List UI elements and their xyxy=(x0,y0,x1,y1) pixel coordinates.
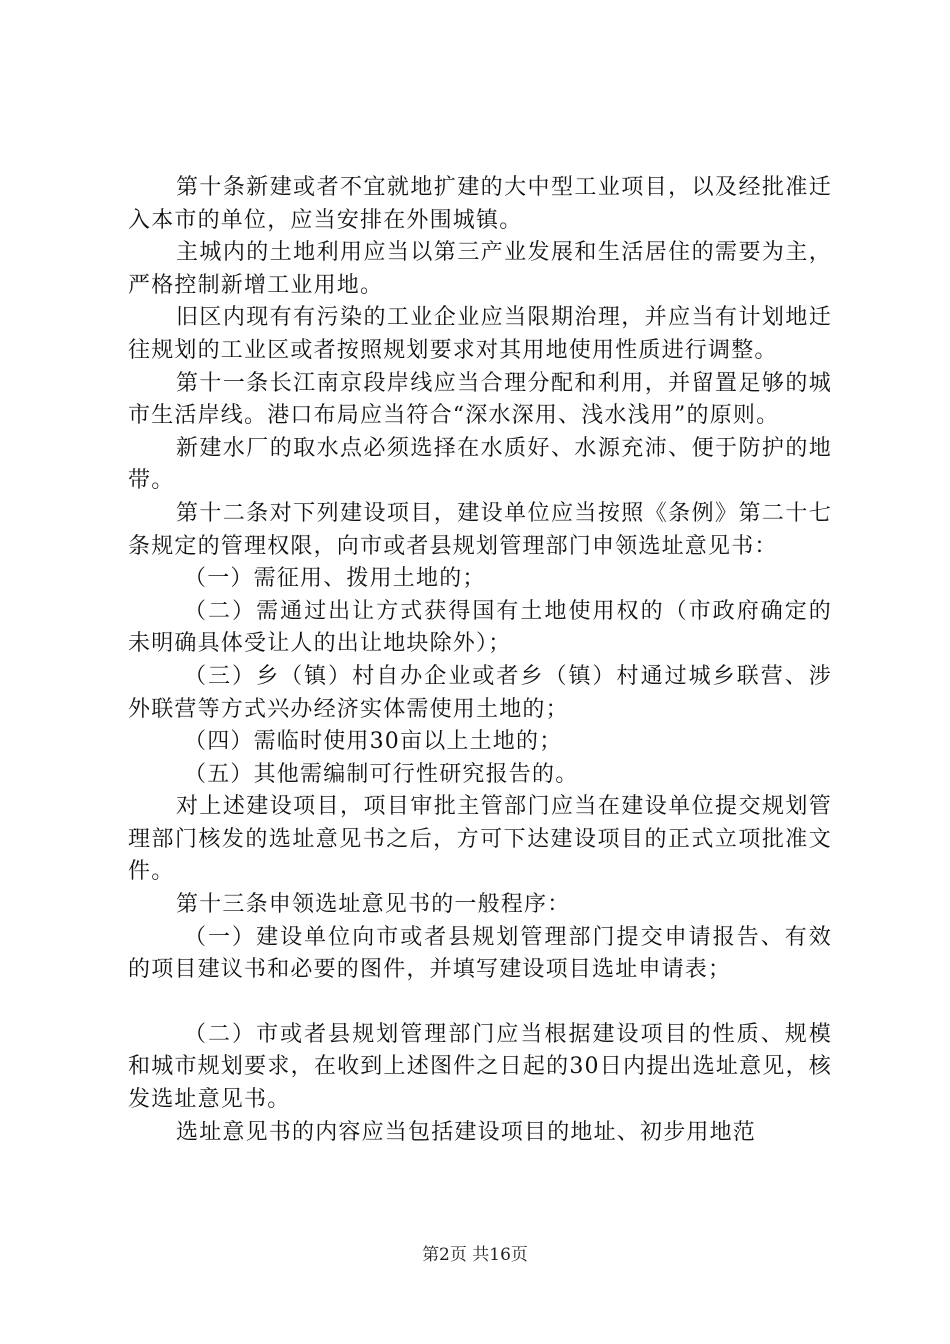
body-paragraph: （一）建设单位向市或者县规划管理部门提交申请报告、有效的项目建议书和必要的图件，并填写建设项目选址申请表； xyxy=(128,924,832,983)
body-paragraph: 主城内的土地利用应当以第三产业发展和生活居住的需要为主，严格控制新增工业用地。 xyxy=(128,240,832,298)
body-paragraph: （三）乡（镇）村自办企业或者乡（镇）村通过城乡联营、涉外联营等方式兴办经济实体需使用土地的； xyxy=(128,663,832,722)
page-number-footer: 第2页 共16页 xyxy=(422,1245,528,1265)
body-paragraph: 新建水厂的取水点必须选择在水质好、水源充沛、便于防护的地带。 xyxy=(128,435,832,494)
body-paragraph: （五）其他需编制可行性研究报告的。 xyxy=(184,761,579,787)
body-paragraph: 旧区内现有有污染的工业企业应当限期治理，并应当有计划地迁往规划的工业区或者按照规划要求对其用地使用性质进行调整。 xyxy=(128,305,832,363)
body-paragraph: （四）需临时使用30亩以上土地的； xyxy=(184,729,563,755)
body-paragraph: 第十二条对下列建设项目，建设单位应当按照《条例》第二十七条规定的管理权限，向市或者县规划管理部门申领选址意见书： xyxy=(128,500,832,559)
document-body xyxy=(128,172,832,1149)
body-paragraph: （一）需征用、拨用土地的； xyxy=(184,566,486,592)
body-paragraph: 第十三条申领选址意见书的一般程序： xyxy=(176,892,571,918)
body-paragraph: （二）市或者县规划管理部门应当根据建设项目的性质、规模和城市规划要求，在收到上述图件之日起的30日内提出选址意见，核发选址意见书。 xyxy=(128,1021,832,1113)
body-paragraph: （二）需通过出让方式获得国有土地使用权的（市政府确定的未明确具体受让人的出让地块除外）； xyxy=(128,598,832,657)
body-paragraph: 选址意见书的内容应当包括建设项目的地址、初步用地范 xyxy=(176,1119,757,1145)
body-paragraph: 第十条新建或者不宜就地扩建的大中型工业项目，以及经批准迁入本市的单位，应当安排在外围城镇。 xyxy=(128,175,832,233)
body-paragraph: 第十一条长江南京段岸线应当合理分配和利用，并留置足够的城市生活岸线。港口布局应当符合“深水深用、浅水浅用”的原则。 xyxy=(128,370,832,429)
body-paragraph: 对上述建设项目，项目审批主管部门应当在建设单位提交规划管理部门核发的选址意见书之后，方可下达建设项目的正式立项批准文件。 xyxy=(128,794,832,885)
